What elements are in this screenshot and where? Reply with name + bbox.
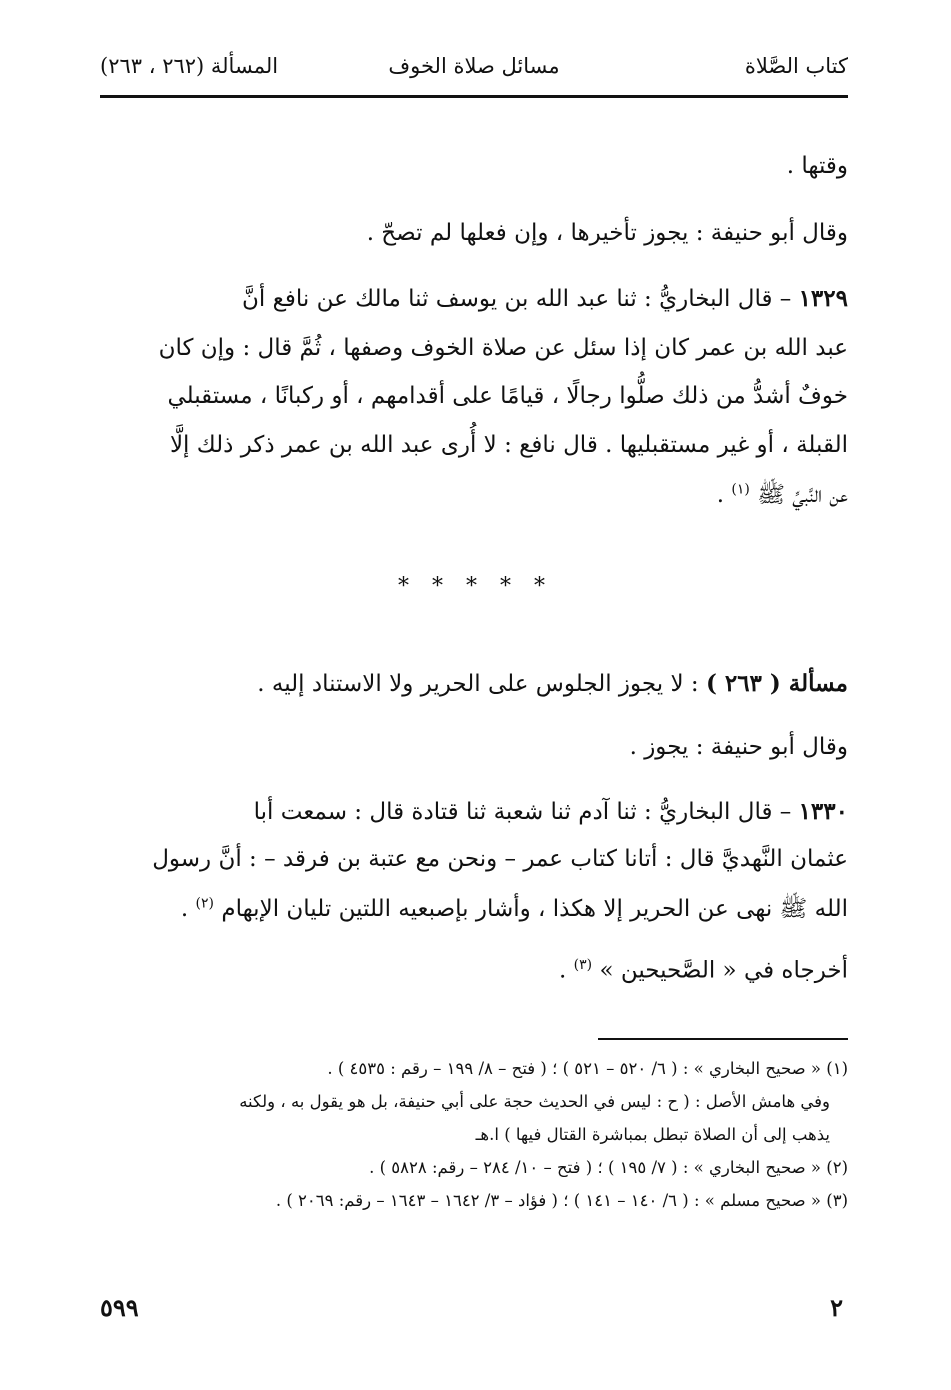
text-fragment: – قال البخاريُّ : ثنا آدم ثنا شعبة ثنا قتادة قال : سمعت أبا: [253, 799, 799, 825]
text-fragment: عن النَّبيِّ ﷺ: [757, 482, 848, 508]
footnote-1: (١) « صحيح البخاري » : ( ٦/ ٥٢٠ – ٥٢١ ) ؛ ( فتح – ٨/ ١٩٩ – رقم : ٤٥٣٥ ) .: [327, 1059, 848, 1078]
footnote-1-note: يذهب إلى أن الصلاة تبطل بمباشرة القتال فيها ) ا.هـ: [475, 1125, 830, 1144]
text-fragment: وقال أبو حنيفة : يجوز .: [629, 734, 848, 760]
text-line: [100, 734, 928, 760]
footnote-3: (٣) « صحيح مسلم » : ( ٦/ ١٤٠ – ١٤١ ) ؛ ( فؤاد – ٣/ ١٦٤٢ – ١٦٤٣ – رقم: ٢٠٦٩ ) .: [275, 1191, 848, 1210]
text-fragment: خوفٌ أشدُّ من ذلك صلُّوا رجالًا ، قيامًا على أقدامهم ، أو ركبانًا ، مستقبلي: [167, 383, 848, 409]
hadith-number: ١٣٢٩: [798, 285, 848, 312]
footnote-ref: (١): [731, 481, 750, 498]
header-rule: [100, 95, 848, 98]
header-chapter-title: مسائل صلاة الخوف: [388, 54, 560, 78]
text-line: [100, 383, 848, 409]
text-fragment: : لا يجوز الجلوس على الحرير ولا الاستناد إليه .: [257, 671, 706, 697]
text-line: [100, 480, 848, 514]
text-line: [100, 957, 928, 984]
text-line: [100, 153, 848, 179]
text-fragment: الله ﷺ نهى عن الحرير إلا هكذا ، وأشار بإصبعيه اللتين تليان الإبهام: [221, 896, 848, 922]
section-separator: * * * * *: [398, 574, 553, 599]
hadith-1330-line: [100, 798, 928, 825]
text-fragment: وقتها .: [786, 153, 848, 179]
text-fragment: .: [559, 957, 567, 984]
footnote-1-note: وفي هامش الأصل : ( ح : ليس في الحديث حجة على أبي حنيفة، بل هو يقول به ، ولكنه: [239, 1092, 830, 1111]
text-fragment: .: [716, 482, 725, 508]
text-line: [100, 894, 848, 928]
footnote-2: (٢) « صحيح البخاري » : ( ٧/ ١٩٥ ) ؛ ( فتح – ١٠/ ٢٨٤ – رقم: ٥٨٢٨ ) .: [369, 1158, 848, 1177]
page-number: ٥٩٩: [100, 1293, 139, 1322]
text-fragment: عثمان النَّهديَّ قال : أتانا كتاب عمر – ونحن مع عتبة بن فرقد – : أنَّ رسول: [152, 846, 848, 872]
footnote-ref: (٣): [573, 957, 593, 973]
footnotes: [100, 1052, 848, 1217]
footnote-ref: (٢): [195, 895, 215, 912]
text-fragment: – قال البخاريُّ : ثنا عبد الله بن يوسف ثنا مالك عن نافع أنَّ: [242, 286, 799, 312]
text-line: [100, 335, 848, 361]
footnote-rule: [598, 1038, 848, 1040]
text-fragment: وقال أبو حنيفة : يجوز تأخيرها ، وإن فعلها لم تصحّ .: [366, 220, 848, 246]
text-fragment: أخرجاه في « الصَّحيحين »: [599, 957, 848, 984]
header-book-title: كتاب الصَّلاة: [744, 54, 848, 78]
text-fragment: .: [180, 896, 189, 922]
text-line: [100, 220, 928, 246]
volume-number: ٢: [830, 1293, 843, 1322]
hadith-1329-line: [100, 285, 928, 312]
text-line: [100, 846, 848, 872]
issue-263-heading: [100, 670, 928, 697]
text-line: [100, 432, 848, 458]
hadith-number: ١٣٣٠: [798, 798, 848, 825]
text-fragment: القبلة ، أو غير مستقبليها . قال نافع : لا أُرى عبد الله بن عمر ذكر ذلك إلَّا: [169, 432, 848, 458]
text-fragment: عبد الله بن عمر كان إذا سئل عن صلاة الخوف وصفها ، ثُمَّ قال : وإن كان: [158, 335, 848, 361]
issue-label: مسألة ( ٢٦٣ ): [705, 670, 848, 697]
header-issue-range: المسألة (٢٦٢ ، ٢٦٣): [100, 54, 279, 78]
running-header: [100, 50, 848, 90]
